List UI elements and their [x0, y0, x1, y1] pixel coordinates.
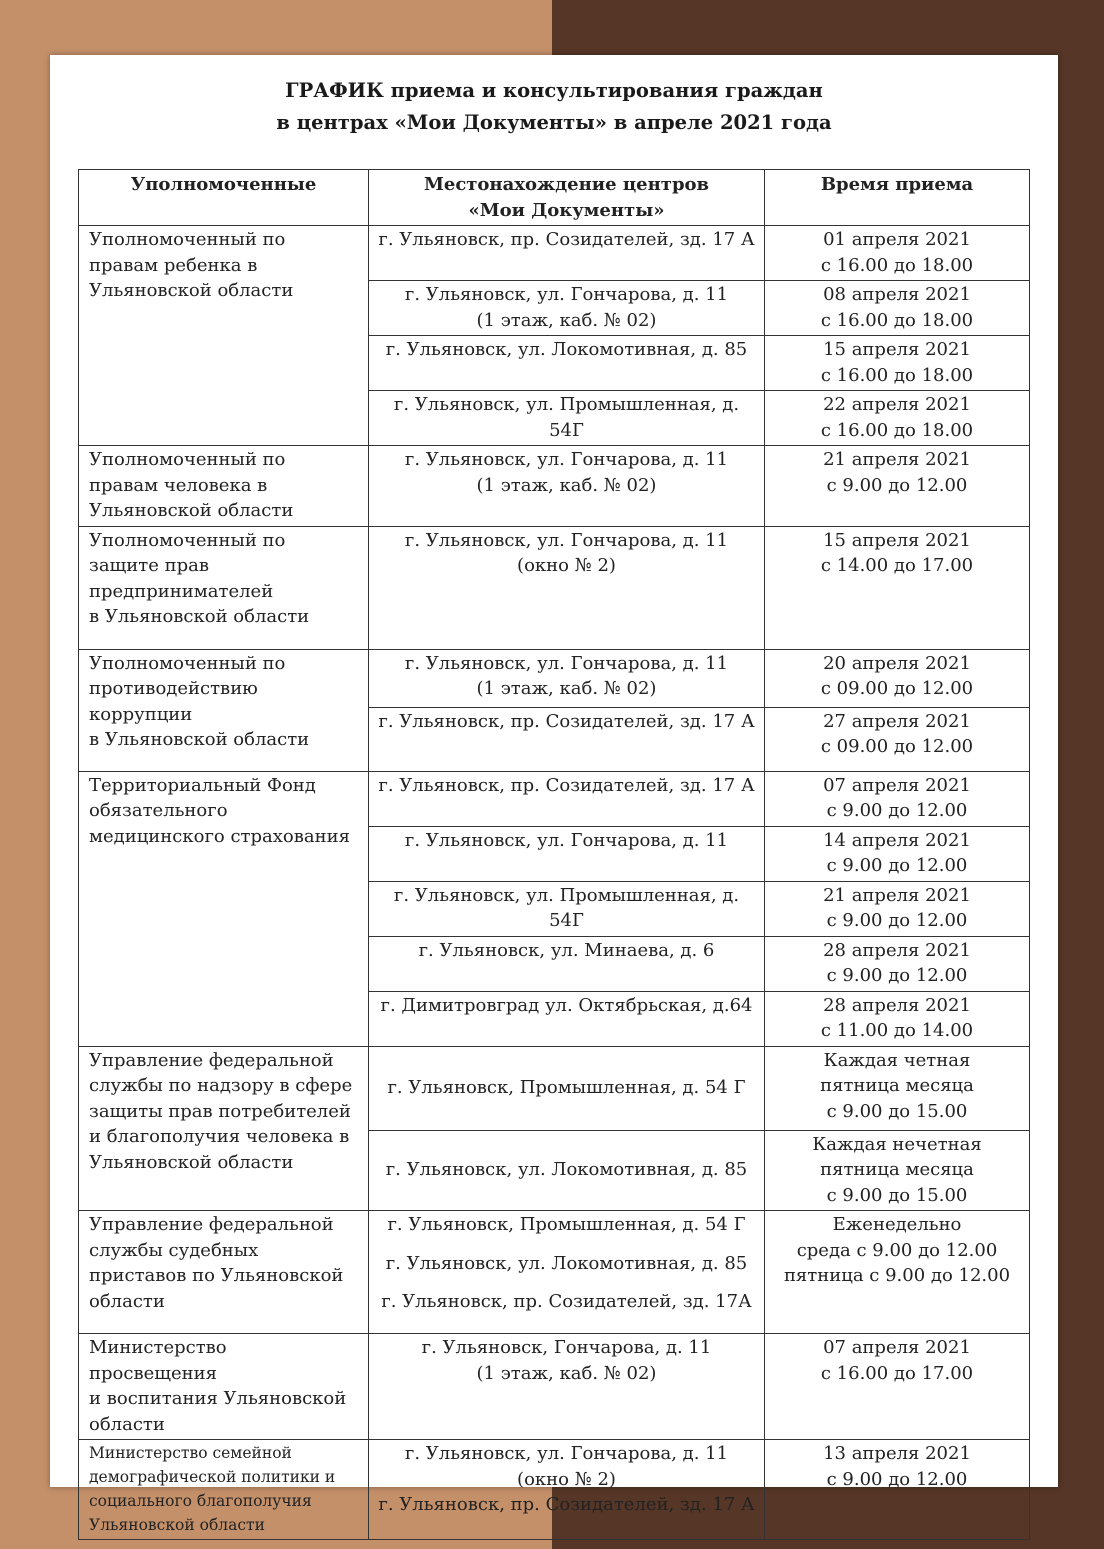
table-row: [79, 446, 1030, 527]
time-cell: [765, 649, 1030, 707]
cell-text-line: г. Ульяновск, пр. Созидателей, зд. 17 А: [378, 1494, 755, 1515]
location-cell: [369, 1046, 765, 1130]
time-cell: [765, 991, 1030, 1046]
cell-text-line: с 16.00 до 17.00: [820, 1362, 974, 1384]
cell-text-line: пятница месяца: [820, 1075, 974, 1096]
cell-text-line: Ульяновской области: [89, 1516, 265, 1534]
cell-text-line: 27 апреля 2021: [823, 710, 971, 732]
authority-cell: [79, 1440, 369, 1540]
document-sheet: [50, 55, 1058, 1534]
table-row: [79, 1334, 1030, 1440]
cell-text-line: г. Ульяновск, пр. Созидателей, зд. 17А: [381, 1291, 752, 1312]
cell-text-line: социального благополучия: [89, 1492, 312, 1510]
cell-text-line: (1 этаж, каб. № 02): [476, 309, 657, 331]
authority-cell: [79, 1046, 369, 1211]
location-cell: [369, 526, 765, 649]
cell-text-line: с 09.00 до 12.00: [820, 678, 974, 699]
cell-text-line: (1 этаж, каб. № 02): [476, 1362, 657, 1384]
cell-text-line: Министерство семейной: [89, 1444, 292, 1462]
time-cell: [765, 391, 1030, 446]
table-row: [79, 526, 1030, 649]
cell-text-line: г. Ульяновск, ул. Промышленная, д.: [393, 394, 740, 415]
cell-text-line: Уполномоченный по: [89, 449, 286, 470]
cell-text-line: 28 апреля 2021: [823, 939, 971, 961]
time-cell: [765, 1334, 1030, 1440]
authority-cell: [79, 526, 369, 649]
location-cell: [369, 1130, 765, 1211]
cell-text-line: с 11.00 до 14.00: [820, 1020, 974, 1041]
cell-text-line: правам ребенка в: [89, 254, 258, 276]
cell-text-line: Управление федеральной: [89, 1214, 334, 1235]
cell-text-line: в Ульяновской области: [89, 729, 310, 750]
time-cell: [765, 281, 1030, 336]
time-cell: [765, 707, 1030, 771]
table-header-row: [79, 170, 1030, 226]
location-cell: [369, 226, 765, 281]
cell-text-line: предпринимателей: [89, 580, 274, 602]
authority-cell: [79, 446, 369, 527]
cell-text-line: 21 апреля 2021: [823, 884, 971, 906]
cell-text-line: Уполномоченный по: [89, 529, 286, 551]
cell-text-line: с 9.00 до 15.00: [826, 1100, 968, 1122]
cell-text-line: противодействию: [89, 678, 258, 699]
cell-text-line: Уполномоченный по: [89, 652, 286, 674]
header-location-line-2: «Мои Документы»: [468, 199, 665, 221]
cell-text-line: 54Г: [549, 910, 584, 931]
time-cell: [765, 1211, 1030, 1334]
cell-text-line: (окно № 2): [517, 555, 616, 576]
cell-text-line: с 16.00 до 18.00: [820, 364, 974, 386]
location-cell: [369, 281, 765, 336]
cell-text-line: обязательного: [89, 800, 228, 821]
location-cell: [369, 649, 765, 707]
cell-text-line: 15 апреля 2021: [823, 529, 971, 551]
location-cell: [369, 1211, 765, 1334]
cell-text-line: и воспитания Ульяновской: [89, 1388, 347, 1409]
authority-cell: [79, 1334, 369, 1440]
location-cell: [369, 826, 765, 881]
cell-text-line: (окно № 2): [517, 1468, 616, 1490]
cell-text-line: защите прав: [89, 555, 209, 576]
cell-text-line: коррупции: [89, 703, 193, 725]
cell-text-line: пятница месяца: [820, 1159, 974, 1180]
cell-text-line: с 9.00 до 12.00: [826, 965, 968, 986]
cell-text-line: г. Ульяновск, ул. Локомотивная, д. 85: [385, 339, 748, 360]
cell-text-line: 07 апреля 2021: [823, 1337, 971, 1358]
title-line-1: ГРАФИК приема и консультирования граждан: [285, 79, 823, 102]
cell-text-line: Управление федеральной: [89, 1049, 334, 1071]
cell-text-line: области: [89, 1413, 165, 1435]
cell-text-line: г. Ульяновск, ул. Гончарова, д. 11: [404, 652, 729, 674]
cell-text-line: с 9.00 до 12.00: [826, 855, 968, 876]
time-cell: [765, 1440, 1030, 1540]
header-time: Время приема: [765, 170, 1030, 226]
table-row: [79, 649, 1030, 707]
time-cell: [765, 446, 1030, 527]
cell-text-line: с 16.00 до 18.00: [820, 254, 974, 276]
time-cell: [765, 1046, 1030, 1130]
cell-text-line: 15 апреля 2021: [823, 339, 971, 360]
cell-text-line: с 9.00 до 15.00: [826, 1184, 968, 1206]
line-spacer: [377, 1238, 756, 1251]
cell-text-line: с 09.00 до 12.00: [820, 736, 974, 757]
location-cell: [369, 707, 765, 771]
cell-text-line: с 9.00 до 12.00: [826, 800, 968, 821]
location-cell: [369, 936, 765, 991]
time-cell: [765, 526, 1030, 649]
table-row: [79, 771, 1030, 826]
cell-text-line: с 9.00 до 12.00: [826, 474, 968, 496]
cell-text-line: демографической политики и: [89, 1468, 336, 1486]
cell-text-line: медицинского страхования: [89, 825, 350, 847]
title-line-2: в центрах «Мои Документы» в апреле 2021 года: [276, 111, 832, 134]
cell-text-line: и благополучия человека в: [89, 1126, 350, 1147]
cell-text-line: г. Ульяновск, ул. Локомотивная, д. 85: [385, 1159, 748, 1180]
cell-text-line: области: [89, 1290, 165, 1312]
time-cell: [765, 936, 1030, 991]
time-cell: [765, 226, 1030, 281]
cell-text-line: 20 апреля 2021: [823, 652, 971, 674]
cell-text-line: 07 апреля 2021: [823, 774, 971, 796]
cell-text-line: Территориальный Фонд: [89, 774, 316, 796]
cell-text-line: г. Ульяновск, Гончарова, д. 11: [421, 1337, 712, 1358]
cell-text-line: с 14.00 до 17.00: [820, 555, 974, 576]
authority-cell: [79, 771, 369, 1046]
cell-text-line: г. Ульяновск, Промышленная, д. 54 Г: [387, 1214, 746, 1235]
cell-text-line: г. Ульяновск, ул. Гончарова, д. 11: [404, 1443, 729, 1464]
time-cell: [765, 826, 1030, 881]
cell-text-line: 08 апреля 2021: [823, 284, 971, 305]
cell-text-line: в Ульяновской области: [89, 606, 310, 627]
cell-text-line: 13 апреля 2021: [823, 1443, 971, 1464]
cell-text-line: г. Ульяновск, пр. Созидателей, зд. 17 А: [378, 229, 755, 250]
document-title: [50, 75, 1058, 139]
cell-text-line: г. Ульяновск, ул. Промышленная, д.: [393, 884, 740, 906]
cell-text-line: Каждая нечетная: [812, 1133, 982, 1155]
cell-text-line: (1 этаж, каб. № 02): [476, 678, 657, 699]
table-row: [79, 1046, 1030, 1130]
cell-text-line: среда с 9.00 до 12.00: [796, 1239, 998, 1261]
location-cell: [369, 391, 765, 446]
header-location-line-1: Местонахождение центров: [423, 174, 710, 195]
cell-text-line: г. Ульяновск, пр. Созидателей, зд. 17 А: [378, 710, 755, 732]
cell-text-line: (1 этаж, каб. № 02): [476, 474, 657, 496]
cell-text-line: 54Г: [549, 419, 584, 441]
location-cell: [369, 771, 765, 826]
table-row: [79, 1440, 1030, 1540]
cell-text-line: г. Димитровград ул. Октябрьская, д.64: [380, 994, 753, 1016]
cell-text-line: Еженедельно: [832, 1214, 962, 1235]
cell-text-line: 28 апреля 2021: [823, 994, 971, 1016]
schedule-table: [78, 169, 1030, 1540]
cell-text-line: Уполномоченный по: [89, 229, 286, 250]
cell-text-line: службы по надзору в сфере: [89, 1075, 353, 1096]
table-row: [79, 226, 1030, 281]
cell-text-line: г. Ульяновск, ул. Гончарова, д. 11: [404, 284, 729, 305]
cell-text-line: пятница с 9.00 до 12.00: [783, 1265, 1011, 1286]
cell-text-line: г. Ульяновск, пр. Созидателей, зд. 17 А: [378, 774, 755, 796]
cell-text-line: 21 апреля 2021: [823, 449, 971, 470]
cell-text-line: Министерство просвещения: [89, 1337, 227, 1384]
line-spacer: [377, 1276, 756, 1289]
location-cell: [369, 881, 765, 936]
cell-text-line: г. Ульяновск, ул. Гончарова, д. 11: [404, 449, 729, 470]
cell-text-line: с 9.00 до 12.00: [826, 910, 968, 931]
header-location: [369, 170, 765, 226]
cell-text-line: 01 апреля 2021: [823, 229, 971, 250]
time-cell: [765, 1130, 1030, 1211]
cell-text-line: г. Ульяновск, ул. Локомотивная, д. 85: [385, 1252, 748, 1274]
location-cell: [369, 446, 765, 527]
cell-text-line: правам человека в: [89, 474, 268, 496]
location-cell: [369, 991, 765, 1046]
cell-text-line: 22 апреля 2021: [823, 394, 971, 415]
table-row: [79, 1211, 1030, 1334]
cell-text-line: службы судебных: [89, 1239, 259, 1261]
time-cell: [765, 771, 1030, 826]
header-authorities: Уполномоченные: [79, 170, 369, 226]
cell-text-line: Каждая четная: [823, 1049, 971, 1071]
time-cell: [765, 881, 1030, 936]
authority-cell: [79, 649, 369, 771]
cell-text-line: Ульяновской области: [89, 500, 294, 521]
cell-text-line: с 9.00 до 12.00: [826, 1468, 968, 1490]
location-cell: [369, 1440, 765, 1540]
time-cell: [765, 336, 1030, 391]
cell-text-line: г. Ульяновск, Промышленная, д. 54 Г: [387, 1076, 746, 1098]
cell-text-line: г. Ульяновск, ул. Гончарова, д. 11: [404, 529, 729, 551]
authority-cell: [79, 226, 369, 446]
cell-text-line: с 16.00 до 18.00: [820, 309, 974, 331]
cell-text-line: приставов по Ульяновской: [89, 1265, 344, 1286]
cell-text-line: г. Ульяновск, ул. Гончарова, д. 11: [404, 829, 729, 851]
cell-text-line: с 16.00 до 18.00: [820, 419, 974, 441]
cell-text-line: защиты прав потребителей: [89, 1100, 351, 1122]
cell-text-line: Ульяновской области: [89, 1151, 294, 1173]
location-cell: [369, 1334, 765, 1440]
authority-cell: [79, 1211, 369, 1334]
cell-text-line: г. Ульяновск, ул. Минаева, д. 6: [418, 939, 715, 961]
cell-text-line: 14 апреля 2021: [823, 829, 971, 851]
location-cell: [369, 336, 765, 391]
cell-text-line: Ульяновской области: [89, 280, 294, 301]
